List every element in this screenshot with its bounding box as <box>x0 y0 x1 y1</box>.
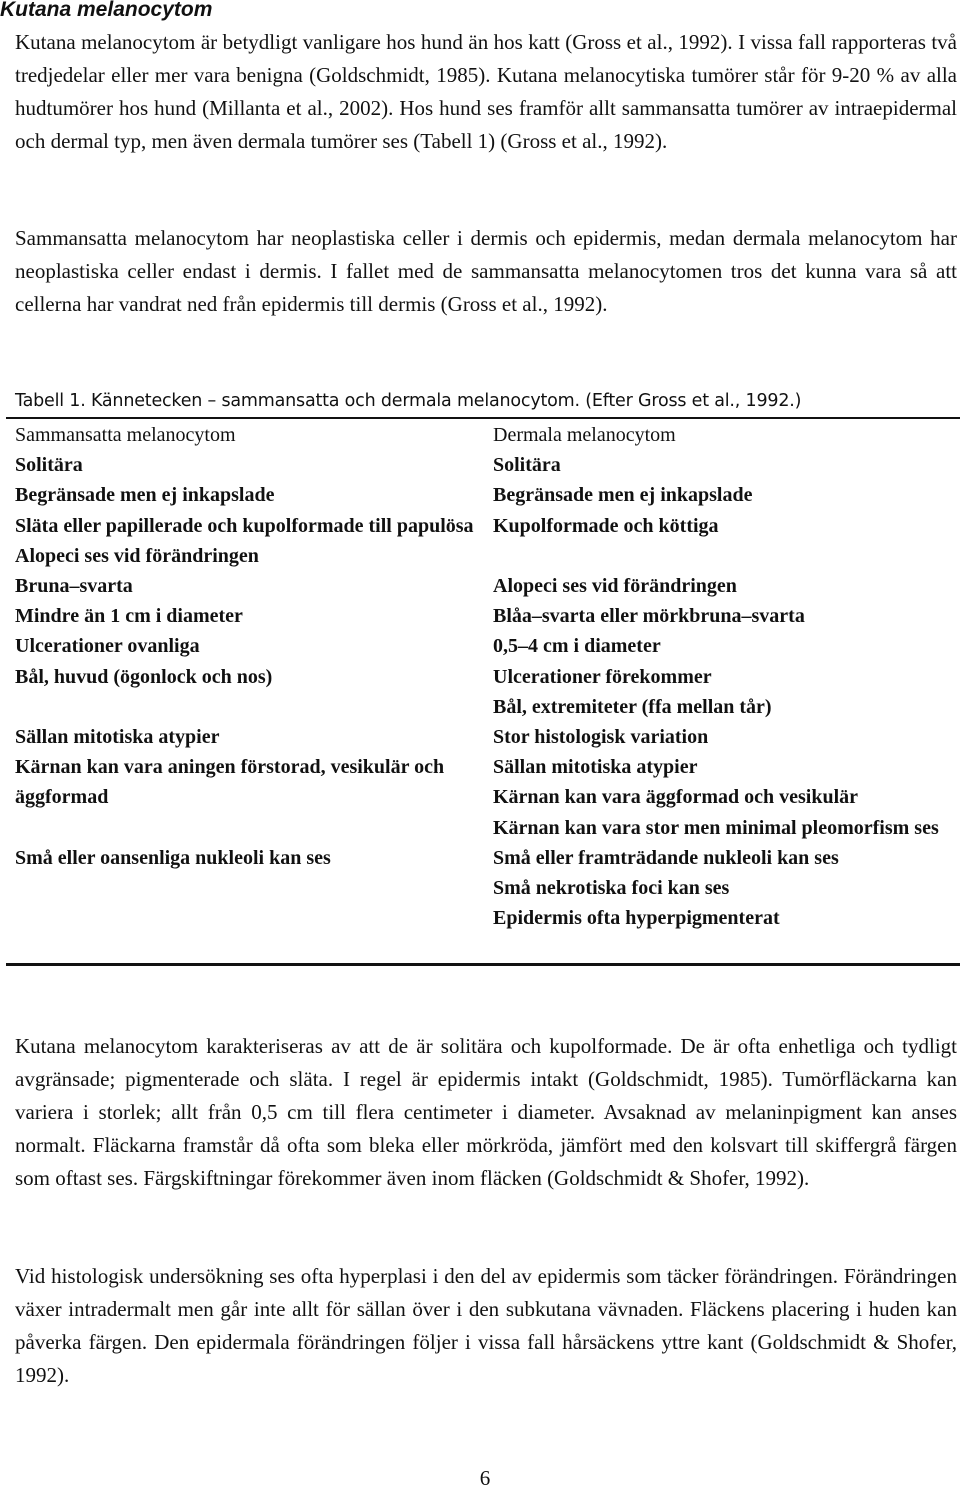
table-caption: Tabell 1. Kännetecken – sammansatta och dermala melanocytom. (Efter Gross et al., 1992.) <box>15 391 802 411</box>
table-column-compound <box>15 420 485 873</box>
table-cell: Begränsade men ej inkapslade <box>493 484 753 507</box>
table-cell: Bål, huvud (ögonlock och nos) <box>15 665 273 688</box>
paragraph-intro: Kutana melanocytom är betydligt vanligare hos hund än hos katt (Gross et al., 1992). I vissa fall rapporteras två tredjedelar eller mer vara benigna (Goldschmidt, 1985). Kutana melanocytiska tumörer står för 9-20 % av alla hudtumörer hos hund (Millanta et al., 2002). Hos hund ses framför allt sammansatta tumörer av intraepidermal och dermal typ, men även dermala tumörer ses (Tabell 1) (Gross et al., 1992). <box>15 30 957 153</box>
table-cell: Små eller oansenliga nukleoli kan ses <box>15 846 331 869</box>
table-cell: 0,5–4 cm i diameter <box>493 635 661 658</box>
table-cell: Kärnan kan vara stor men minimal pleomorfism ses <box>493 816 939 839</box>
table-cell: Sällan mitotiska atypier <box>15 726 220 749</box>
paragraph-compound-vs-dermal: Sammansatta melanocytom har neoplastiska celler i dermis och epidermis, medan dermala melanocytom har neoplastiska celler endast i dermis. I fallet med de sammansatta melanocytomen tros det kunna vara så att cellerna har vandrat ned från epidermis till dermis (Gross et al., 1992). <box>15 226 957 316</box>
page-number: 6 <box>479 1466 491 1490</box>
table-cell: Små eller framträdande nukleoli kan ses <box>493 846 839 869</box>
table-cell-empty <box>15 692 485 722</box>
table-cell: Mindre än 1 cm i diameter <box>15 605 243 628</box>
table-cell-empty <box>15 813 485 843</box>
paragraph-histology: Vid histologisk undersökning ses ofta hyperplasi i den del av epidermis som täcker förändringen. Förändringen växer intradermalt men går inte allt för sällan över i den subkutana vävnaden. Fläckens placering i huden kan påverka färgen. Den epidermala förändringen följer i vissa fall hårsäckens yttre kant (Goldschmidt & Shofer, 1992). <box>15 1264 957 1387</box>
table-cell: Kärnan kan vara äggformad och vesikulär <box>493 786 859 809</box>
table-cell: Släta eller papillerade och kupolformade till papulösa <box>15 514 474 537</box>
table-cell: Epidermis ofta hyperpigmenterat <box>493 907 780 930</box>
section-heading: Kutana melanocytom <box>0 0 213 21</box>
table-cell: Alopeci ses vid förändringen <box>15 544 259 567</box>
table-cell: Solitära <box>493 454 561 477</box>
table-cell: Sällan mitotiska atypier <box>493 756 698 779</box>
table-top-rule <box>6 417 960 419</box>
table-column-header: Dermala melanocytom <box>493 424 676 446</box>
table-cell: Solitära <box>15 454 83 477</box>
table-column-dermal <box>493 420 958 933</box>
table-cell: Blåa–svarta eller mörkbruna–svarta <box>493 605 805 628</box>
paragraph-clinical-appearance: Kutana melanocytom karakteriseras av att de är solitära och kupolformade. De är ofta enhetliga och tydligt avgränsade; pigmenterade och släta. I regel är epidermis intakt (Goldschmidt, 1985). Tumörfläckarna kan variera i storlek; allt från 0,5 cm till flera centimeter i diameter. Avsaknad av melaninpigment kan anses normalt. Fläckarna framstår då ofta som bleka eller mörkröda, jämfört med den kolsvart till skiffergrå färgen som oftast ses. Färgskiftningar förekommer även inom fläcken (Goldschmidt & Shofer, 1992). <box>15 1034 957 1190</box>
table-cell-empty <box>493 541 958 571</box>
table-cell: Bruna–svarta <box>15 575 133 598</box>
table-bottom-rule <box>6 963 960 966</box>
table-cell: Begränsade men ej inkapslade <box>15 484 275 507</box>
table-cell: Stor histologisk variation <box>493 726 709 749</box>
table-cell: Ulcerationer förekommer <box>493 665 712 688</box>
table-cell: Alopeci ses vid förändringen <box>493 575 737 597</box>
table-cell: Kupolformade och köttiga <box>493 514 719 537</box>
table-cell: Bål, extremiteter (ffa mellan tår) <box>493 695 772 718</box>
table-cell: Ulcerationer ovanliga <box>15 635 200 658</box>
table-column-header: Sammansatta melanocytom <box>15 424 236 446</box>
table-cell: Små nekrotiska foci kan ses <box>493 877 730 900</box>
table-cell: Kärnan kan vara aningen förstorad, vesikulär och äggformad <box>15 756 445 809</box>
